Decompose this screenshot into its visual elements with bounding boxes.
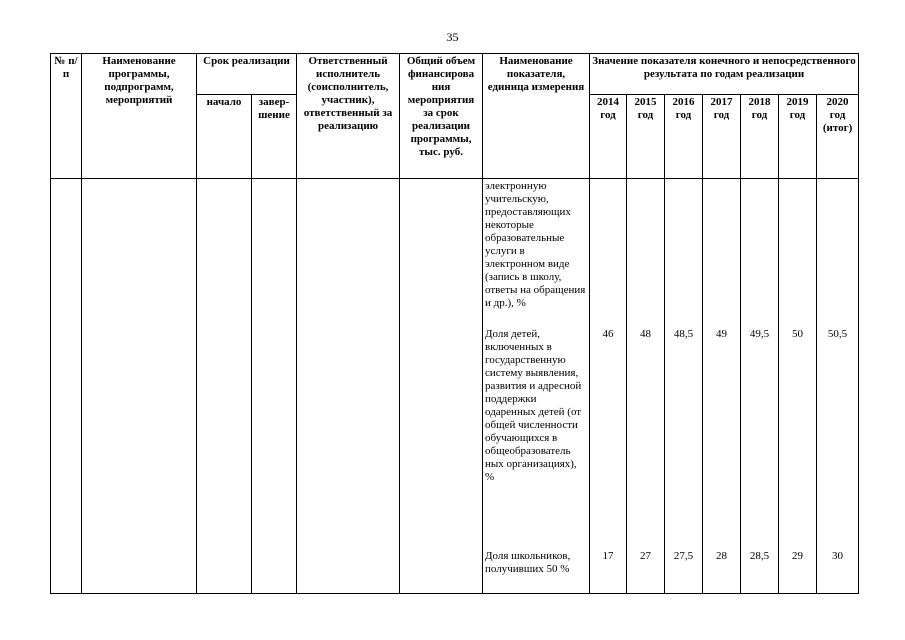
value-2019-row3: 29 bbox=[792, 550, 804, 562]
indicators-table bbox=[50, 53, 859, 594]
header-year-2018: 2018 год bbox=[741, 95, 779, 179]
header-year-2015: 2015 год bbox=[627, 95, 665, 179]
value-2017-row2: 49 bbox=[716, 328, 728, 340]
cell-program bbox=[82, 179, 197, 594]
header-indicator: Наименование показателя, единица измерения bbox=[483, 54, 590, 179]
value-2016-row3: 27,5 bbox=[673, 550, 694, 562]
cell-year-2019 bbox=[779, 179, 817, 594]
header-year-2017: 2017 год bbox=[703, 95, 741, 179]
header-year-2016: 2016 год bbox=[665, 95, 703, 179]
value-2018-row3: 28,5 bbox=[749, 550, 770, 562]
header-funding: Общий объем финансирова ния мероприятия за срок реализации программы, тыс. руб. bbox=[400, 54, 483, 179]
header-period-end: завер-шение bbox=[252, 95, 297, 179]
value-2017-row3: 28 bbox=[716, 550, 728, 562]
header-period: Срок реализации bbox=[197, 54, 297, 95]
header-period-start: начало bbox=[197, 95, 252, 179]
header-values-group: Значение показателя конечного и непосредственного результата по годам реализации bbox=[590, 54, 859, 95]
header-year-2014: 2014 год bbox=[590, 95, 627, 179]
header-year-2019: 2019 год bbox=[779, 95, 817, 179]
value-2018-row2: 49,5 bbox=[749, 328, 770, 340]
indicator-text-2: Доля детей, включенных в государственную систему выявления, развития и адресной поддержки одаренных детей (от общей численности обучающихся в общеобразователь ных организациях), % bbox=[485, 328, 582, 483]
cell-indicators bbox=[483, 179, 590, 594]
cell-year-2017 bbox=[703, 179, 741, 594]
cell-funding bbox=[400, 179, 483, 594]
cell-start bbox=[197, 179, 252, 594]
cell-responsible bbox=[297, 179, 400, 594]
value-2016-row2: 48,5 bbox=[673, 328, 694, 340]
cell-num bbox=[51, 179, 82, 594]
indicator-text-1: электронную учительскую, предоставляющих некоторые образовательные услуги в электронном виде (запись в школу, ответы на обращения и др.), % bbox=[485, 180, 586, 309]
cell-year-2015 bbox=[627, 179, 665, 594]
header-year-2020: 2020 год (итог) bbox=[817, 95, 859, 179]
header-program: Наименование программы, подпрограмм, мероприятий bbox=[82, 54, 197, 179]
value-2020-row2: 50,5 bbox=[827, 328, 848, 340]
cell-end bbox=[252, 179, 297, 594]
value-2015-row2: 48 bbox=[640, 328, 652, 340]
header-row-1 bbox=[51, 54, 859, 95]
cell-year-2018 bbox=[741, 179, 779, 594]
value-2014-row3: 17 bbox=[602, 550, 614, 562]
indicator-text-3: Доля школьников, получивших 50 % bbox=[485, 550, 571, 575]
cell-year-2014 bbox=[590, 179, 627, 594]
table-row bbox=[51, 179, 859, 594]
value-2019-row2: 50 bbox=[792, 328, 804, 340]
page-number: 35 bbox=[446, 30, 459, 44]
cell-year-2020 bbox=[817, 179, 859, 594]
header-num: № п/п bbox=[51, 54, 82, 179]
value-2015-row3: 27 bbox=[640, 550, 652, 562]
cell-year-2016 bbox=[665, 179, 703, 594]
header-responsible: Ответственный исполнитель (соисполнитель, участник), ответственный за реализацию bbox=[297, 54, 400, 179]
value-2020-row3: 30 bbox=[832, 550, 844, 562]
value-2014-row2: 46 bbox=[602, 328, 614, 340]
